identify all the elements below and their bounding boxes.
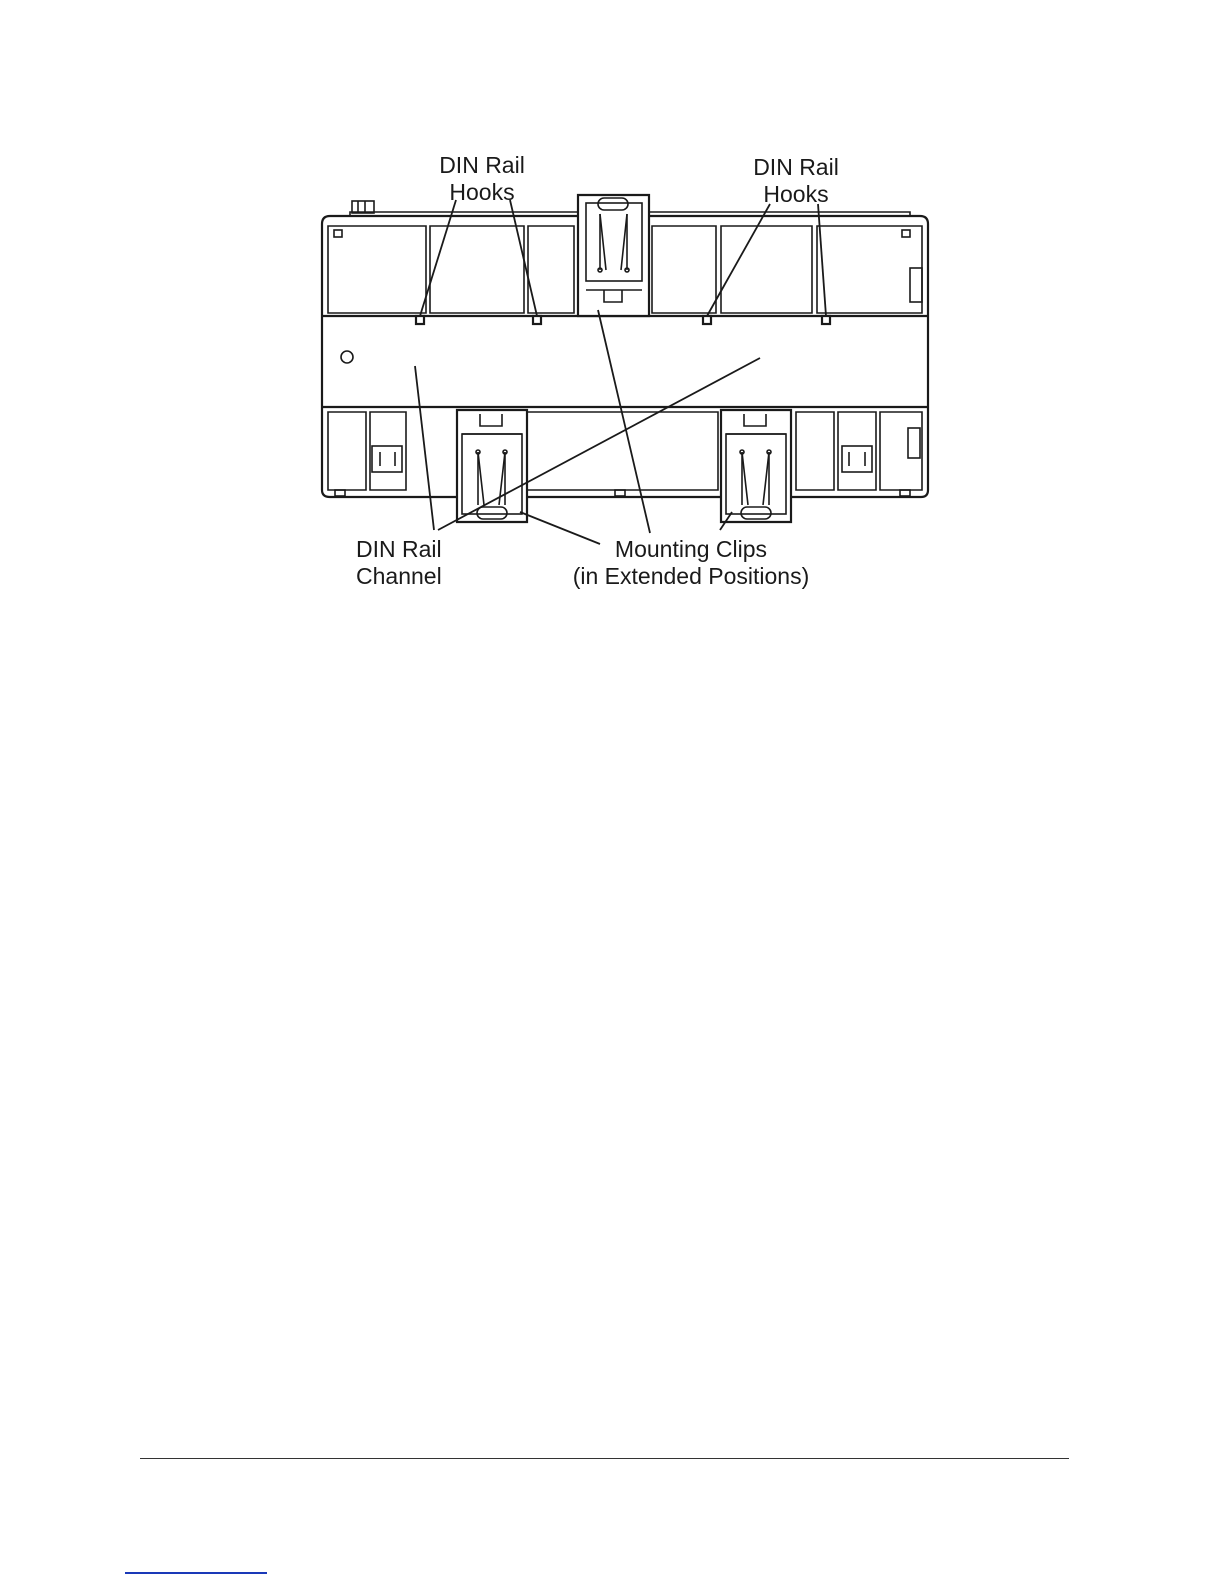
label-mounting-clips [556, 536, 826, 590]
mounting-hole [341, 351, 353, 363]
mounting-clip-bottom-right [721, 410, 791, 522]
din-rail-hook [533, 316, 541, 324]
label-line: Channel [356, 563, 442, 589]
label-line: (in Extended Positions) [572, 563, 810, 589]
label-line: Mounting Clips [614, 536, 768, 562]
footer-link-underline[interactable] [125, 1572, 267, 1574]
label-line: DIN Rail [356, 536, 442, 562]
label-din-rail-channel [356, 536, 442, 590]
label-line: DIN Rail [753, 154, 839, 180]
mounting-clip-top [578, 195, 649, 316]
label-line: DIN Rail [439, 152, 525, 178]
label-line: Hooks [763, 181, 829, 207]
label-din-rail-hooks-left [420, 152, 544, 206]
din-rail-hook [416, 316, 424, 324]
label-din-rail-hooks-right [734, 154, 858, 208]
mounting-clip-bottom-left [457, 410, 527, 522]
din-rail-hook [703, 316, 711, 324]
label-line: Hooks [449, 179, 515, 205]
footer-divider [140, 1458, 1069, 1459]
din-rail-hook [822, 316, 830, 324]
